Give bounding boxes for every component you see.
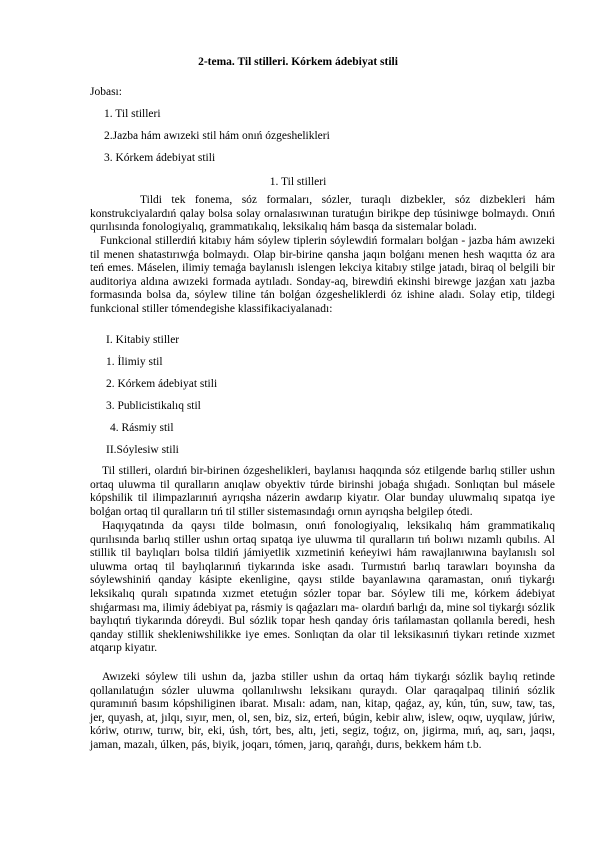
class-item: I. Kitabiy stiller [106, 334, 180, 346]
plan-item: 2.Jazba hám awızeki stil hám onıń ózgeshelikleri [104, 130, 330, 142]
class-item: 1. İlimiy stil [106, 356, 163, 368]
plan-label: Jobası: [90, 86, 122, 98]
plan-item: 3. Kórkem ádebiyat stili [104, 152, 216, 164]
section-heading: 1. Til stilleri [269, 176, 327, 188]
paragraph: Funkcional stillerdiń kitabıy hám sóylew tiplerin sóylewdiń formaları bolǵan - jazba hám awızeki til menen shatastırıwǵa bolmaydı. Olap bir-birine qansha jaqın bolǵanı menen hesh waqıtta óz ara teń emes. Máselen, ilimiy temaǵa baylanıslı islengen lekciya kitabıy stilge jatadı, biraq ol belgili bir auditoriya aldına awızeki formada aytıladı. Sonday-aq, birewdiń ekinshi birewge jazǵan xatı jazba formasında bolsa da, sóylew tiline tán bolǵan ózgesheliklerdi óz ishine aladı. Solay etip, tildegi funkcional stiller tómendegishe klassifikaciyalanadı: [90, 235, 555, 315]
paragraph: Tildi tek fonema, sóz formaları, sózler, turaqlı dizbekler, sóz dizbekleri hám konstrukciyalardıń qalay bolsa solay ornalasıwınan turatuǵın birikpe dep túsiniwge bolmaydı. Onıń qurılısında fonologiyalıq, grammatıkalıq, leksikalıq hám basqa da sistemalar boladı. [90, 194, 555, 234]
class-item: 4. Rásmiy stil [110, 422, 174, 434]
paragraph: Til stilleri, olardıń bir-birinen ózgeshelikleri, baylanısı haqqında sóz etilgende barlıq stiller ushın ortaq uluwma til quralların anıqlaw obyektiv túrde birinshi jobaǵa shıǵadı. Sonlıqtan bul másele kópshilik til ilimpazlarınıń ayrıqsha názerin awdarıp kiyatır. Olar bunday uluwmalıq sıpatqa iye bolǵan ortaq til quralların tıń til stiller sistemasındaǵı ornın ayrıqsha belgilep ótedi. [90, 465, 555, 518]
class-item: II.Sóylesiw stili [106, 444, 179, 456]
class-item: 2. Kórkem ádebiyat stili [106, 378, 218, 390]
page-title: 2-tema. Til stilleri. Kórkem ádebiyat stili [198, 56, 398, 68]
plan-item: 1. Til stilleri [104, 108, 161, 120]
paragraph: Haqıyqatında da qaysı tilde bolmasın, onıń fonologiyalıq, leksikalıq hám grammatikalıq qurılısında barlıq stiller ushın ortaq sıpatqa iye uluwma til quralların tıń bolıwı nızamlı qubılıs. Al stillik til baylıqları bolsa tildiń jámiyetlik xızmetiniń keńeyiwi hám rawajlanıwına baylanıslı sol uluwma ortaq til baylıqlarınıń tiykarında iske asadı. Turmıstıń barlıq tarawları boyınsha da sóylewshiniń qanday kásipte ekenligine, qaysı stilde bayanlawına qaramastan, onıń tiykarǵı leksikalıq quralı sıpatında xızmet etetuǵın sózler topar bar. Sóylew tili me, kórkem ádebiyat shıǵarması ma, ilimiy ádebiyat pa, rásmiy is qaǵazları ma- olardıń barlıǵı da, mine sol tiykarǵı sózlik baylıqtıń tiykarında dóreydi. Bul sózlik topar hesh qanday óris tańlamastan qollanıla beredi, hesh qanday stillik shekleniwshilikke iye emes. Sonlıqtan da olar til leksikasınıń tiykarı retinde xızmet atqarıp kiyatır. [90, 520, 555, 655]
paragraph: Awızeki sóylew tili ushın da, jazba stiller ushın da ortaq hám tiykarǵı sózlik baylıq retinde qollanılatuǵın sózler uluwma qollanılıwshı leksikanı quraydı. Olar qaraqalpaq tiliniń sózlik quramınıń basım kópshiliginen ibarat. Mısalı: adam, nan, kitap, qaǵaz, ay, kún, tún, suw, taw, tas, jer, quyash, at, jılqı, sıyır, men, ol, sen, biz, siz, erteń, búgin, kebir alıw, islew, oqıw, uyqılaw, júriw, kóriw, otırıw, turıw, bir, eki, úsh, tórt, bes, altı, jeti, segiz, toǵız, on, jigirma, mıń, aq, sarı, jaqsı, jaman, mazalı, úlken, pás, biyik, joqarı, tómen, jarıq, qaraǹǵı, durıs, bekkem hám t.b. [90, 671, 555, 751]
class-item: 3. Publicistikalıq stil [106, 400, 201, 412]
